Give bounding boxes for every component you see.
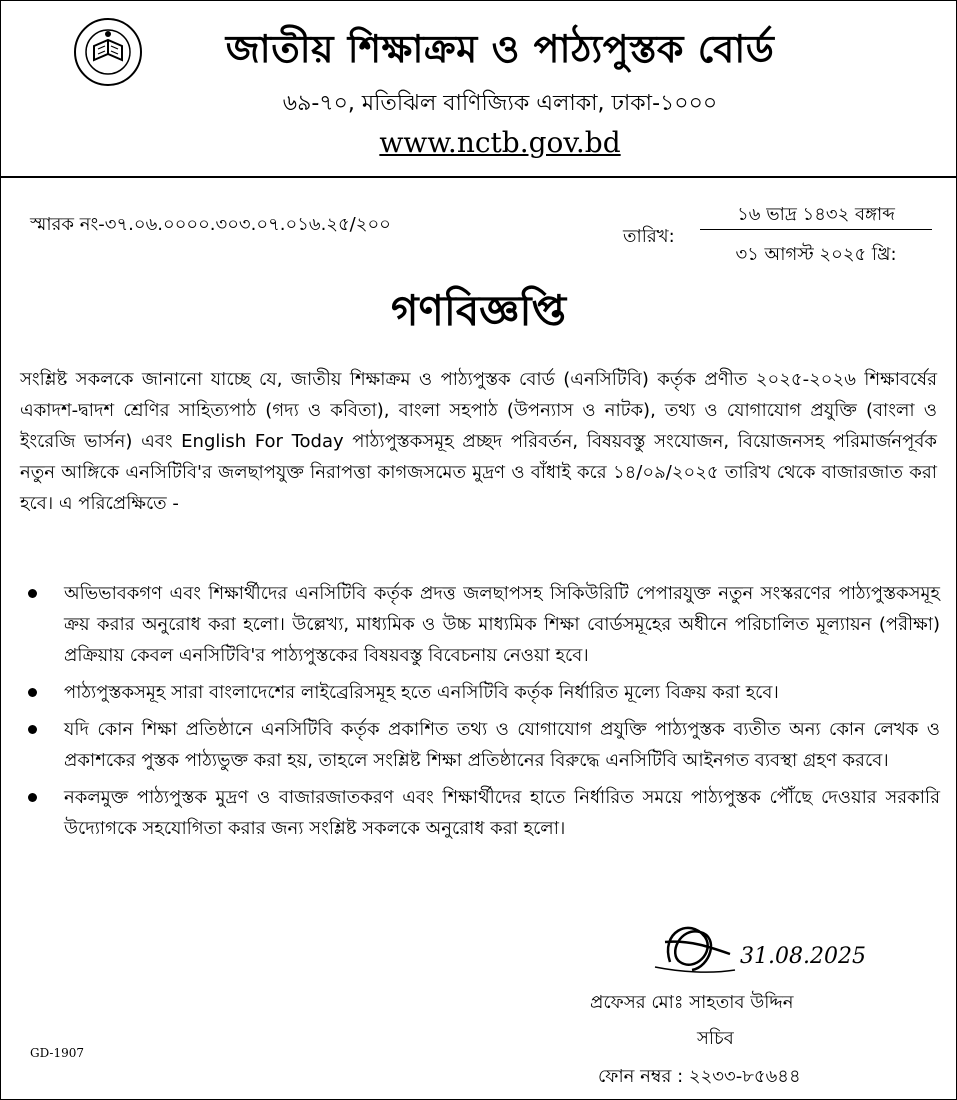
letterhead: [0, 0, 957, 178]
signature-date: 31.08.2025: [740, 944, 866, 969]
notice-point: [22, 677, 940, 708]
board-website-link[interactable]: www.nctb.gov.bd: [379, 126, 621, 159]
date-gregorian: ৩১ আগস্ট ২০২৫ খ্রি:: [735, 244, 897, 265]
bullet-icon: [28, 589, 37, 598]
notice-intro: সংশ্লিষ্ট সকলকে জানানো যাচ্ছে যে, জাতীয় শিক্ষাক্রম ও পাঠ্যপুস্তক বোর্ড (এনসিটিবি) কর্তৃক প্রণীত ২০২৫-২০২৬ শিক্ষাবর্ষের একাদশ-দ্বাদশ শ্রেণির সাহিত্যপাঠ (গদ্য ও কবিতা), বাংলা সহপাঠ (উপন্যাস ও নাটক), তথ্য ও যোগাযোগ প্রযুক্তি (বাংলা ও ইংরেজি ভার্সন) এবং English For Today পাঠ্যপুস্তকসমূহ প্রচ্ছদ পরিবর্তন, বিষয়বস্তু সংযোজন, বিয়োজনসহ পরিমার্জনপূর্বক নতুন আঙ্গিকে এনসিটিবি'র জলছাপযুক্ত নিরাপত্তা কাগজসমেত মুদ্রণ ও বাঁধাই করে ১৪/০৯/২০২৫ তারিখ থেকে বাজারজাত করা হবে। এ পরিপ্রেক্ষিতে -: [20, 369, 937, 514]
signer-name: প্রফেসর মোঃ সাহতাব উদ্দিন: [590, 992, 794, 1013]
notice-title: গণবিজ্ঞপ্তি: [390, 286, 567, 335]
notice-points: [22, 578, 940, 850]
bullet-icon: [28, 793, 37, 802]
date-bangla: ১৬ ভাদ্র ১৪৩২ বঙ্গাব্দ: [737, 204, 895, 225]
board-name: জাতীয় শিক্ষাক্রম ও পাঠ্যপুস্তক বোর্ড: [225, 27, 775, 71]
notice-point: [22, 714, 940, 776]
notice-point: [22, 782, 940, 844]
board-address: ৬৯-৭০, মতিঝিল বাণিজ্যিক এলাকা, ঢাকা-১০০০: [282, 91, 718, 116]
signer-phone: ফোন নম্বর : ২২৩৩-৮৫৬৪৪: [598, 1066, 801, 1087]
nctb-logo-icon: [72, 16, 144, 88]
notice-point-text: যদি কোন শিক্ষা প্রতিষ্ঠানে এনসিটিবি কর্তৃক প্রকাশিত তথ্য ও যোগাযোগ প্রযুক্তি পাঠ্যপুস্তক ব্যতীত অন্য কোন লেখক ও প্রকাশকের পুস্তক পাঠ্যভুক্ত করা হয়, তাহলে সংশ্লিষ্ট শিক্ষা প্রতিষ্ঠানের বিরুদ্ধে এনসিটিবি আইনগত ব্যবস্থা গ্রহণ করবে।: [64, 719, 940, 771]
bullet-icon: [28, 725, 37, 734]
gd-code: GD-1907: [30, 1046, 85, 1060]
notice-point-text: অভিভাবকগণ এবং শিক্ষার্থীদের এনসিটিবি কর্তৃক প্রদত্ত জলছাপসহ সিকিউরিটি পেপারযুক্ত নতুন সংস্করণের পাঠ্যপুস্তকসমূহ ক্রয় করার অনুরোধ করা হলো। উল্লেখ্য, মাধ্যমিক ও উচ্চ মাধ্যমিক শিক্ষা বোর্ডসমূহের অধীনে পরিচালিত মূল্যায়ন (পরীক্ষা) প্রক্রিয়ায় কেবল এনসিটিবি'র পাঠ্যপুস্তকের বিষয়বস্তু বিবেচনায় নেওয়া হবে।: [64, 583, 940, 666]
notice-point-text: নকলমুক্ত পাঠ্যপুস্তক মুদ্রণ ও বাজারজাতকরণ এবং শিক্ষার্থীদের হাতে নির্ধারিত সময়ে পাঠ্যপুস্তক পৌঁছে দেওয়ার সরকারি উদ্যোগকে সহযোগিতা করার জন্য সংশ্লিষ্ট সকলকে অনুরোধ করা হলো।: [64, 787, 940, 839]
date-divider: [700, 229, 932, 230]
memo-reference: স্মারক নং-৩৭.০৬.০০০০.৩০৩.০৭.০১৬.২৫/২০০: [30, 214, 391, 235]
notice-point: [22, 578, 940, 671]
bullet-icon: [28, 688, 37, 697]
notice-point-text: পাঠ্যপুস্তকসমূহ সারা বাংলাদেশের লাইব্রেরিসমূহ হতে এনসিটিবি কর্তৃক নির্ধারিত মূল্যে বিক্রয় করা হবে।: [64, 682, 779, 703]
date-label: তারিখ:: [623, 226, 675, 247]
signer-designation: সচিব: [697, 1028, 734, 1049]
